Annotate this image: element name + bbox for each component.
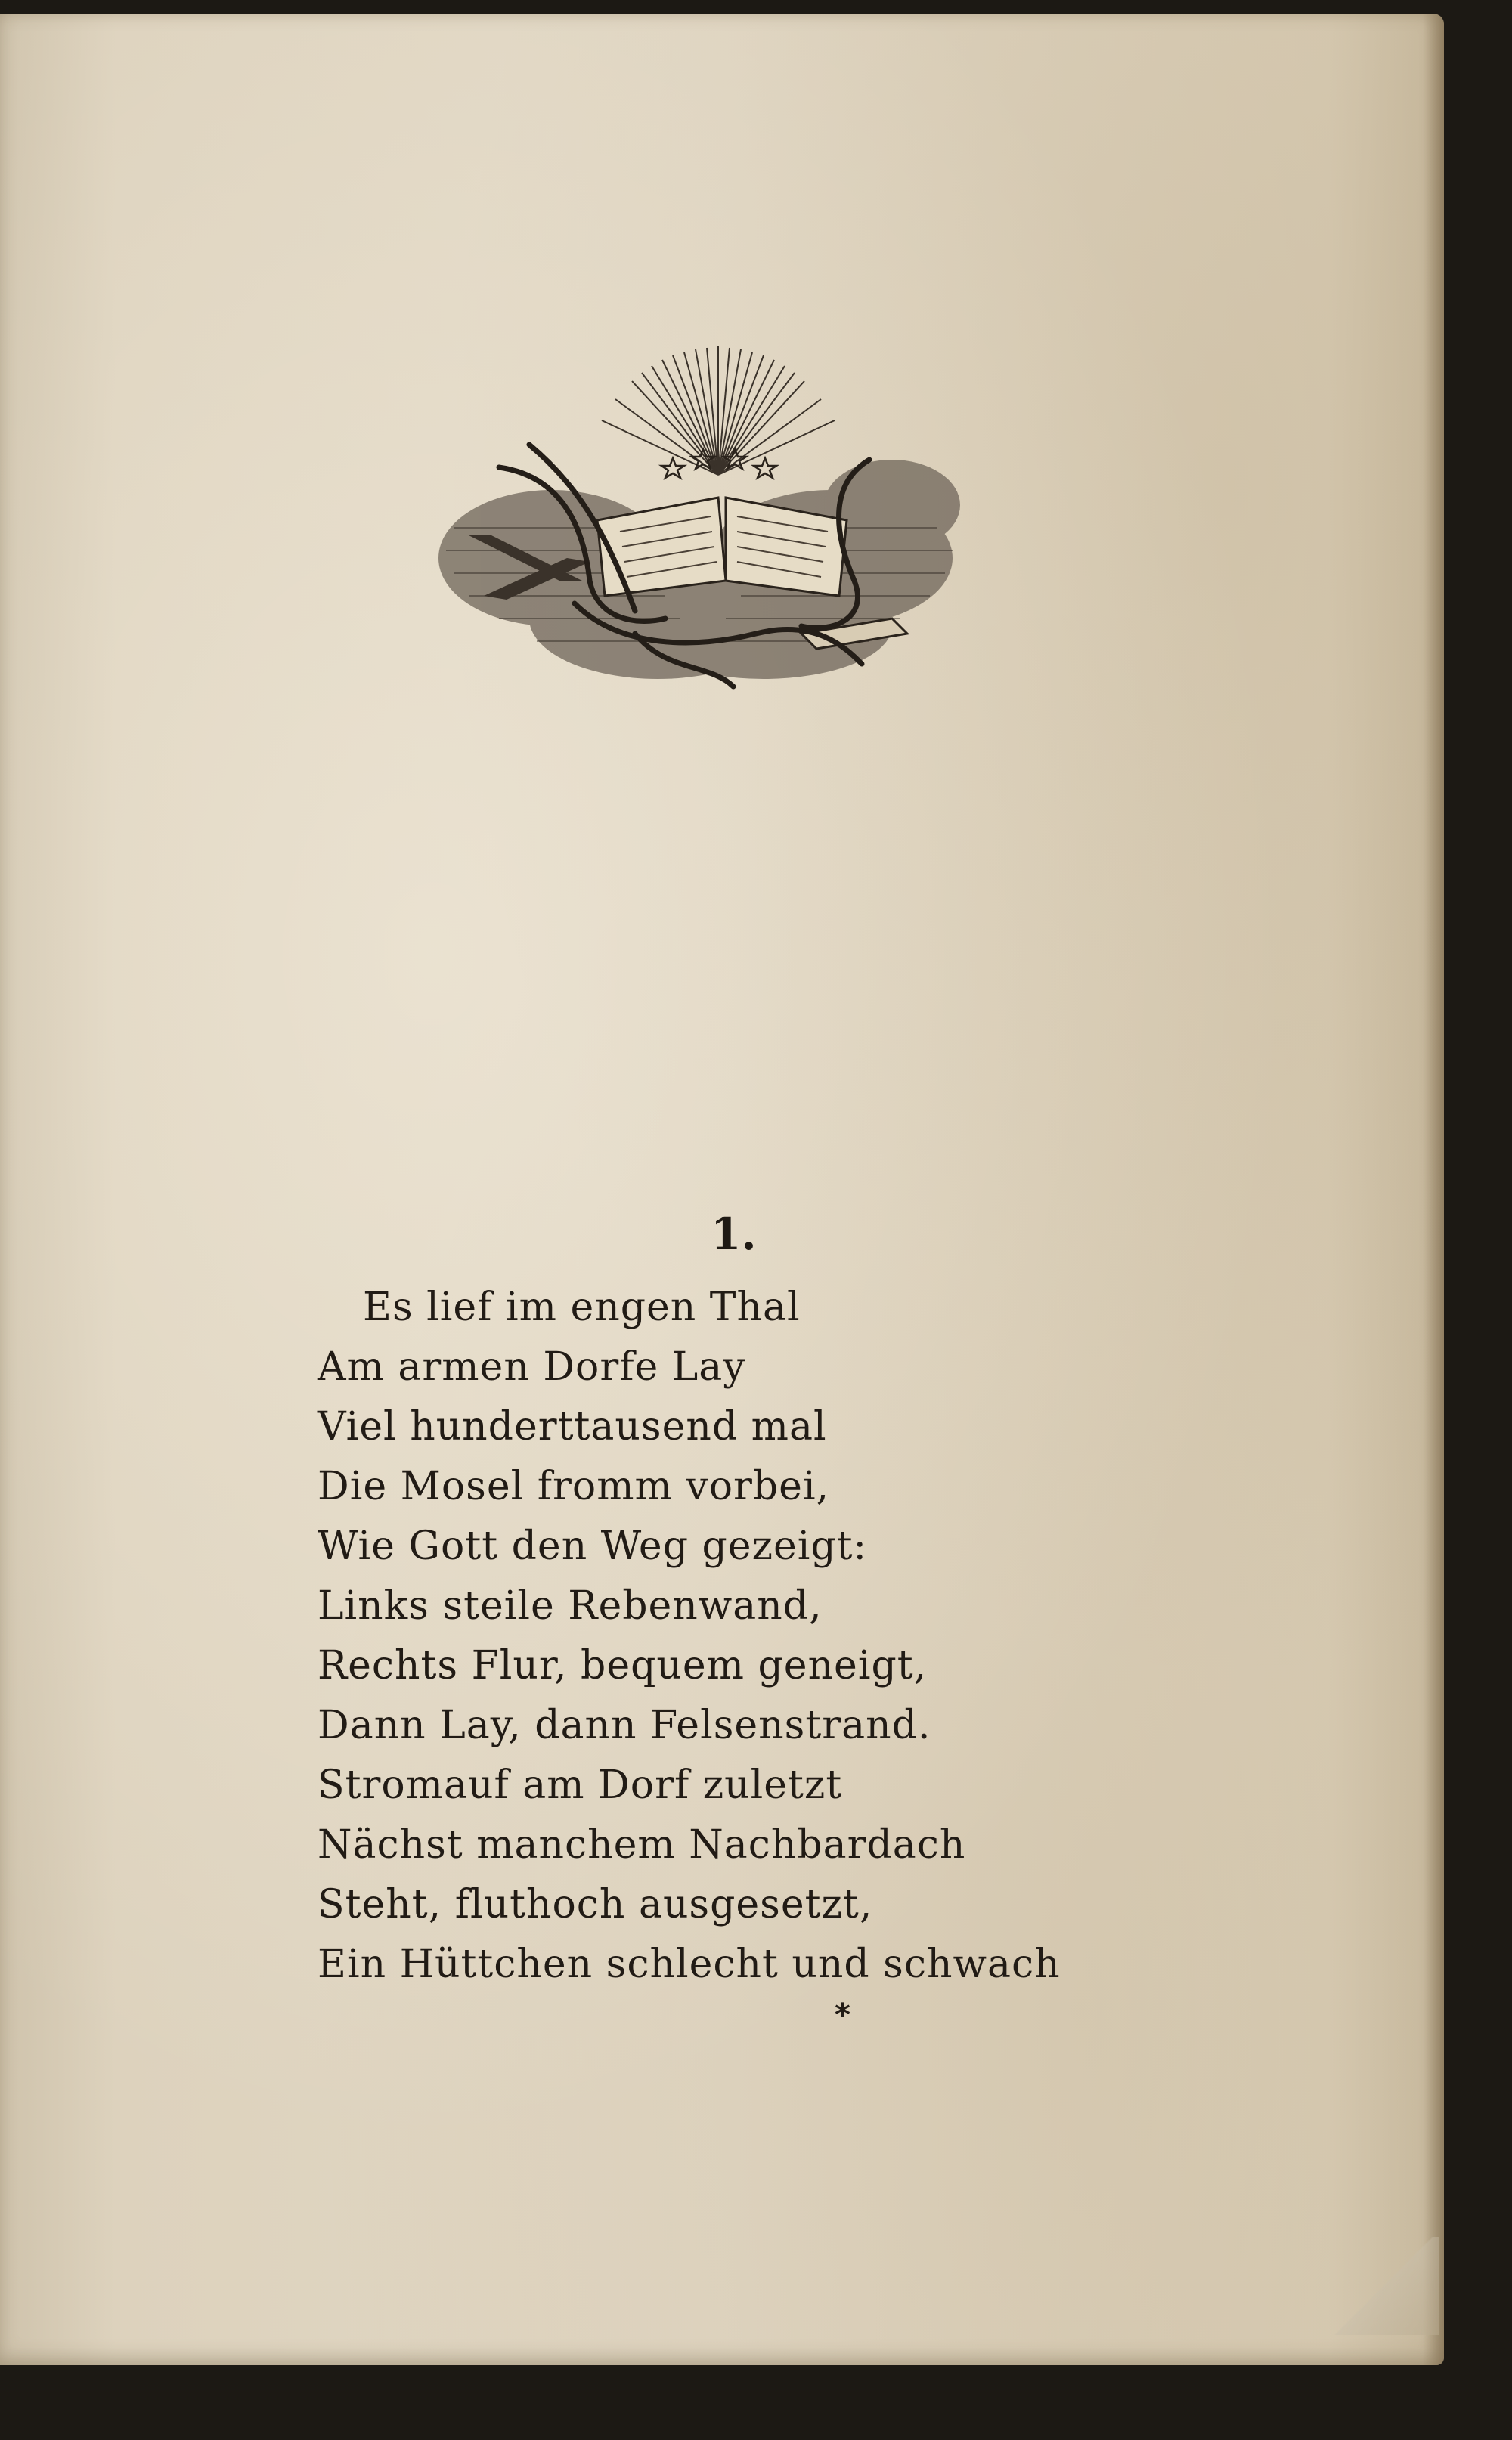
poem-line: Viel hunderttausend mal [318, 1404, 827, 1449]
poem-line: Dann Lay, dann Felsenstrand. [318, 1703, 931, 1748]
poem-line: Stromauf am Dorf zuletzt [318, 1763, 843, 1808]
book-page [0, 14, 1444, 2365]
poem-line: Nächst manchem Nachbardach [318, 1822, 966, 1868]
poem-line: Steht, fluthoch ausgesetzt, [318, 1882, 873, 1927]
open-book [597, 498, 847, 596]
poem-line: Am armen Dorfe Lay [318, 1344, 746, 1390]
signature-mark: * [835, 1998, 850, 2032]
poem-line: Rechts Flur, bequem geneigt, [318, 1643, 928, 1688]
poem-line: Ein Hüttchen schlecht und schwach [318, 1942, 1061, 1987]
page-edge-shadow [1423, 14, 1444, 2365]
poem-line: Links steile Rebenwand, [318, 1583, 823, 1629]
section-number: 1. [711, 1208, 757, 1260]
poem-stanza [318, 1278, 1149, 1995]
worn-page-corner [1326, 2237, 1439, 2335]
open-book-with-sunrays-vignette-icon [408, 331, 1028, 724]
poem-line: Es lief im engen Thal [363, 1285, 801, 1330]
poem-line: Wie Gott den Weg gezeigt: [318, 1524, 868, 1569]
sunrays [602, 346, 835, 475]
poem-line: Die Mosel fromm vorbei, [318, 1464, 830, 1509]
